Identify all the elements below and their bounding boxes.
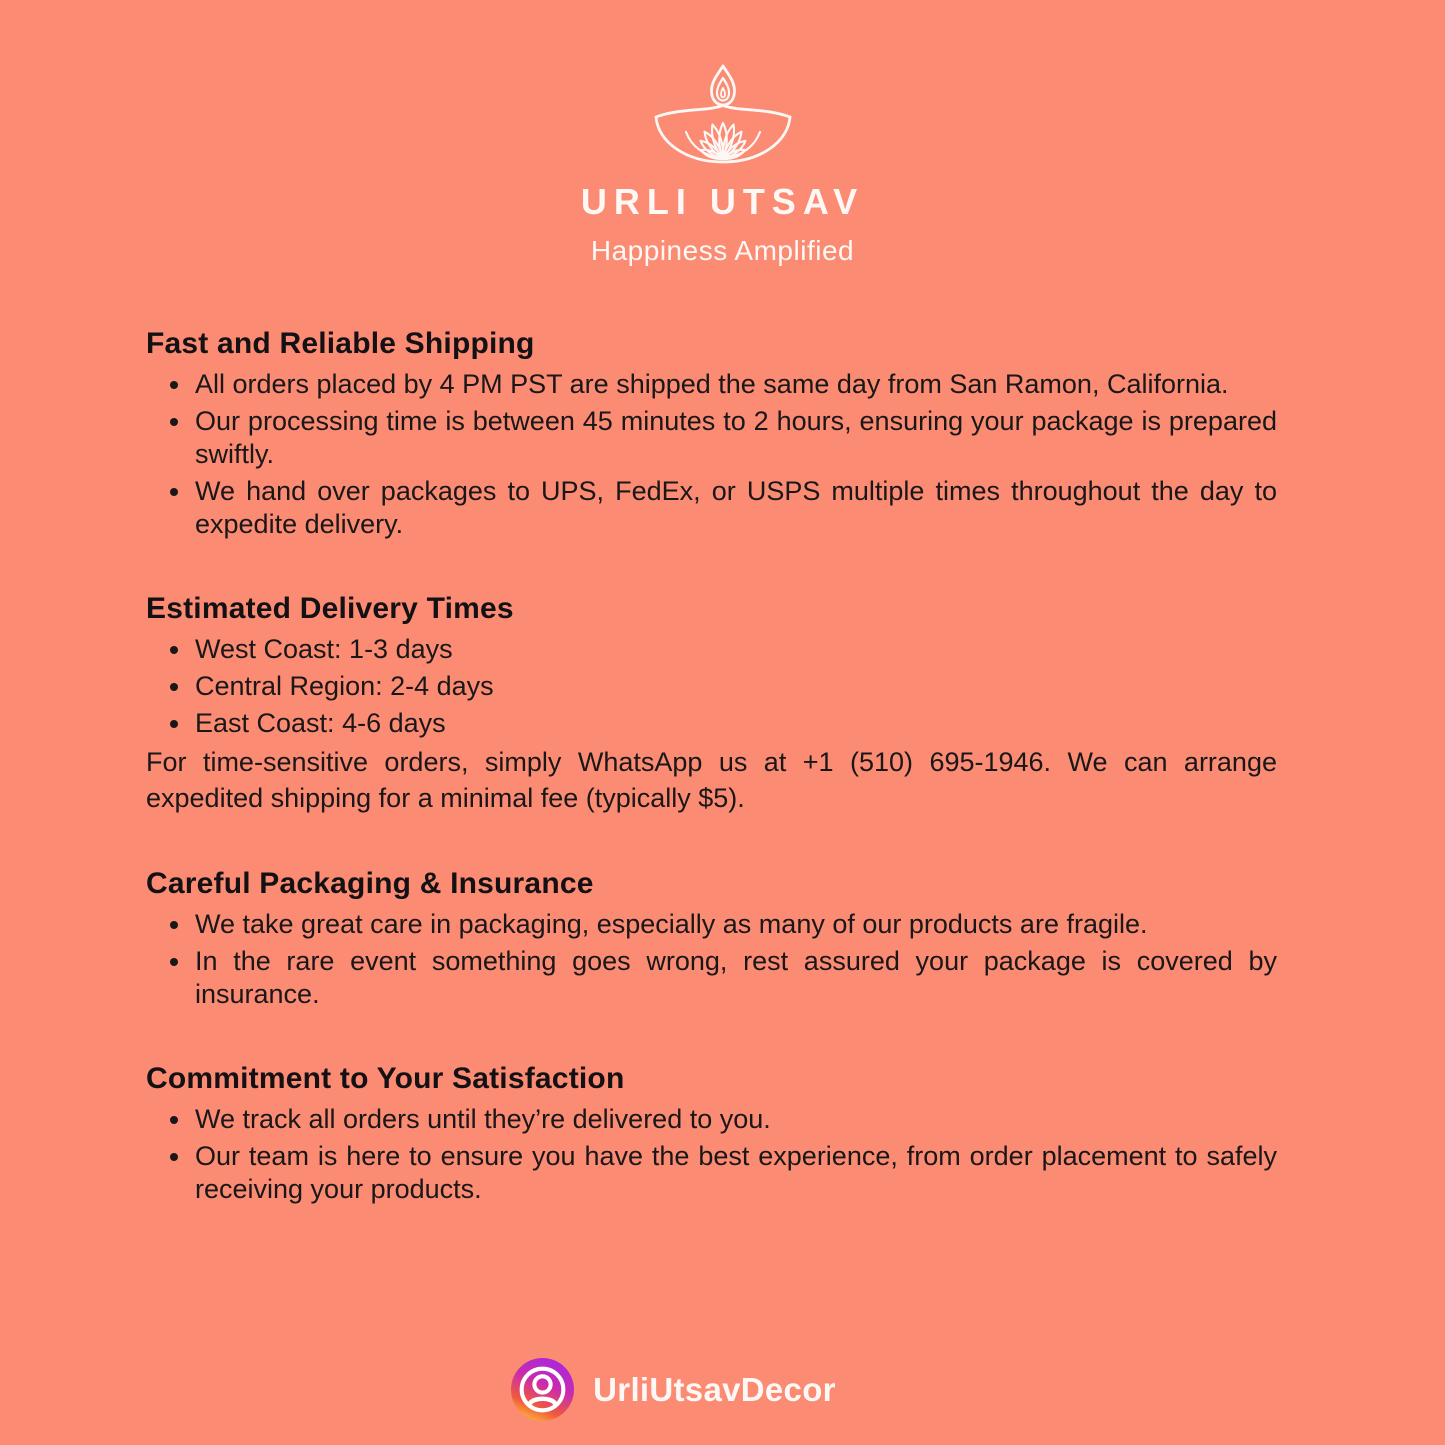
brand-tagline: Happiness Amplified [590,235,855,266]
brand-name: URLI UTSAV [580,181,865,222]
social-row [511,1358,836,1421]
bullet-item: • Our processing time is between 45 minutes to 2 hours, ensuring your package is prepared swiftly. [193,405,1277,471]
bullet-item: • Our team is here to ensure you have the best experience, from order placement to safely receiving your products. [193,1140,1277,1206]
brand-header [0,0,1445,268]
section-estimated-delivery-times [146,591,1277,816]
section-heading: Estimated Delivery Times [146,592,514,625]
section-heading: Fast and Reliable Shipping [146,327,535,360]
footer-social [0,1358,1445,1421]
bullet-list [146,633,1277,740]
content-area [0,268,1445,1206]
section-fast-reliable-shipping [146,326,1277,541]
bullet-item: • In the rare event something goes wrong, rest assured your package is covered by insurance. [193,945,1277,1011]
bullet-list [146,908,1277,1011]
bullet-item: • We track all orders until they’re delivered to you. [193,1103,1277,1136]
bullet-item: • All orders placed by 4 PM PST are shipped the same day from San Ramon, California. [193,368,1277,401]
instagram-icon [511,1358,574,1421]
bullet-item: • We hand over packages to UPS, FedEx, or USPS multiple times throughout the day to expedite delivery. [193,475,1277,541]
section-heading: Careful Packaging & Insurance [146,867,594,900]
section-heading: Commitment to Your Satisfaction [146,1062,625,1095]
bullet-item: • Central Region: 2-4 days [193,670,1277,703]
bullet-list [146,368,1277,541]
instagram-handle: UrliUtsavDecor [593,1370,836,1408]
bullet-item: • We take great care in packaging, especially as many of our products are fragile. [193,908,1277,941]
section-commitment-satisfaction [146,1061,1277,1206]
section-careful-packaging-insurance [146,866,1277,1011]
diya-lamp-icon [0,64,1445,168]
bullet-list [146,1103,1277,1206]
expedited-shipping-note: For time-sensitive orders, simply WhatsApp us at +1 (510) 695-1946. We can arrange expedited shipping for a minimal fee (typically $5). [146,747,1277,813]
bullet-item: • East Coast: 4-6 days [193,707,1277,740]
bullet-item: • West Coast: 1-3 days [193,633,1277,666]
